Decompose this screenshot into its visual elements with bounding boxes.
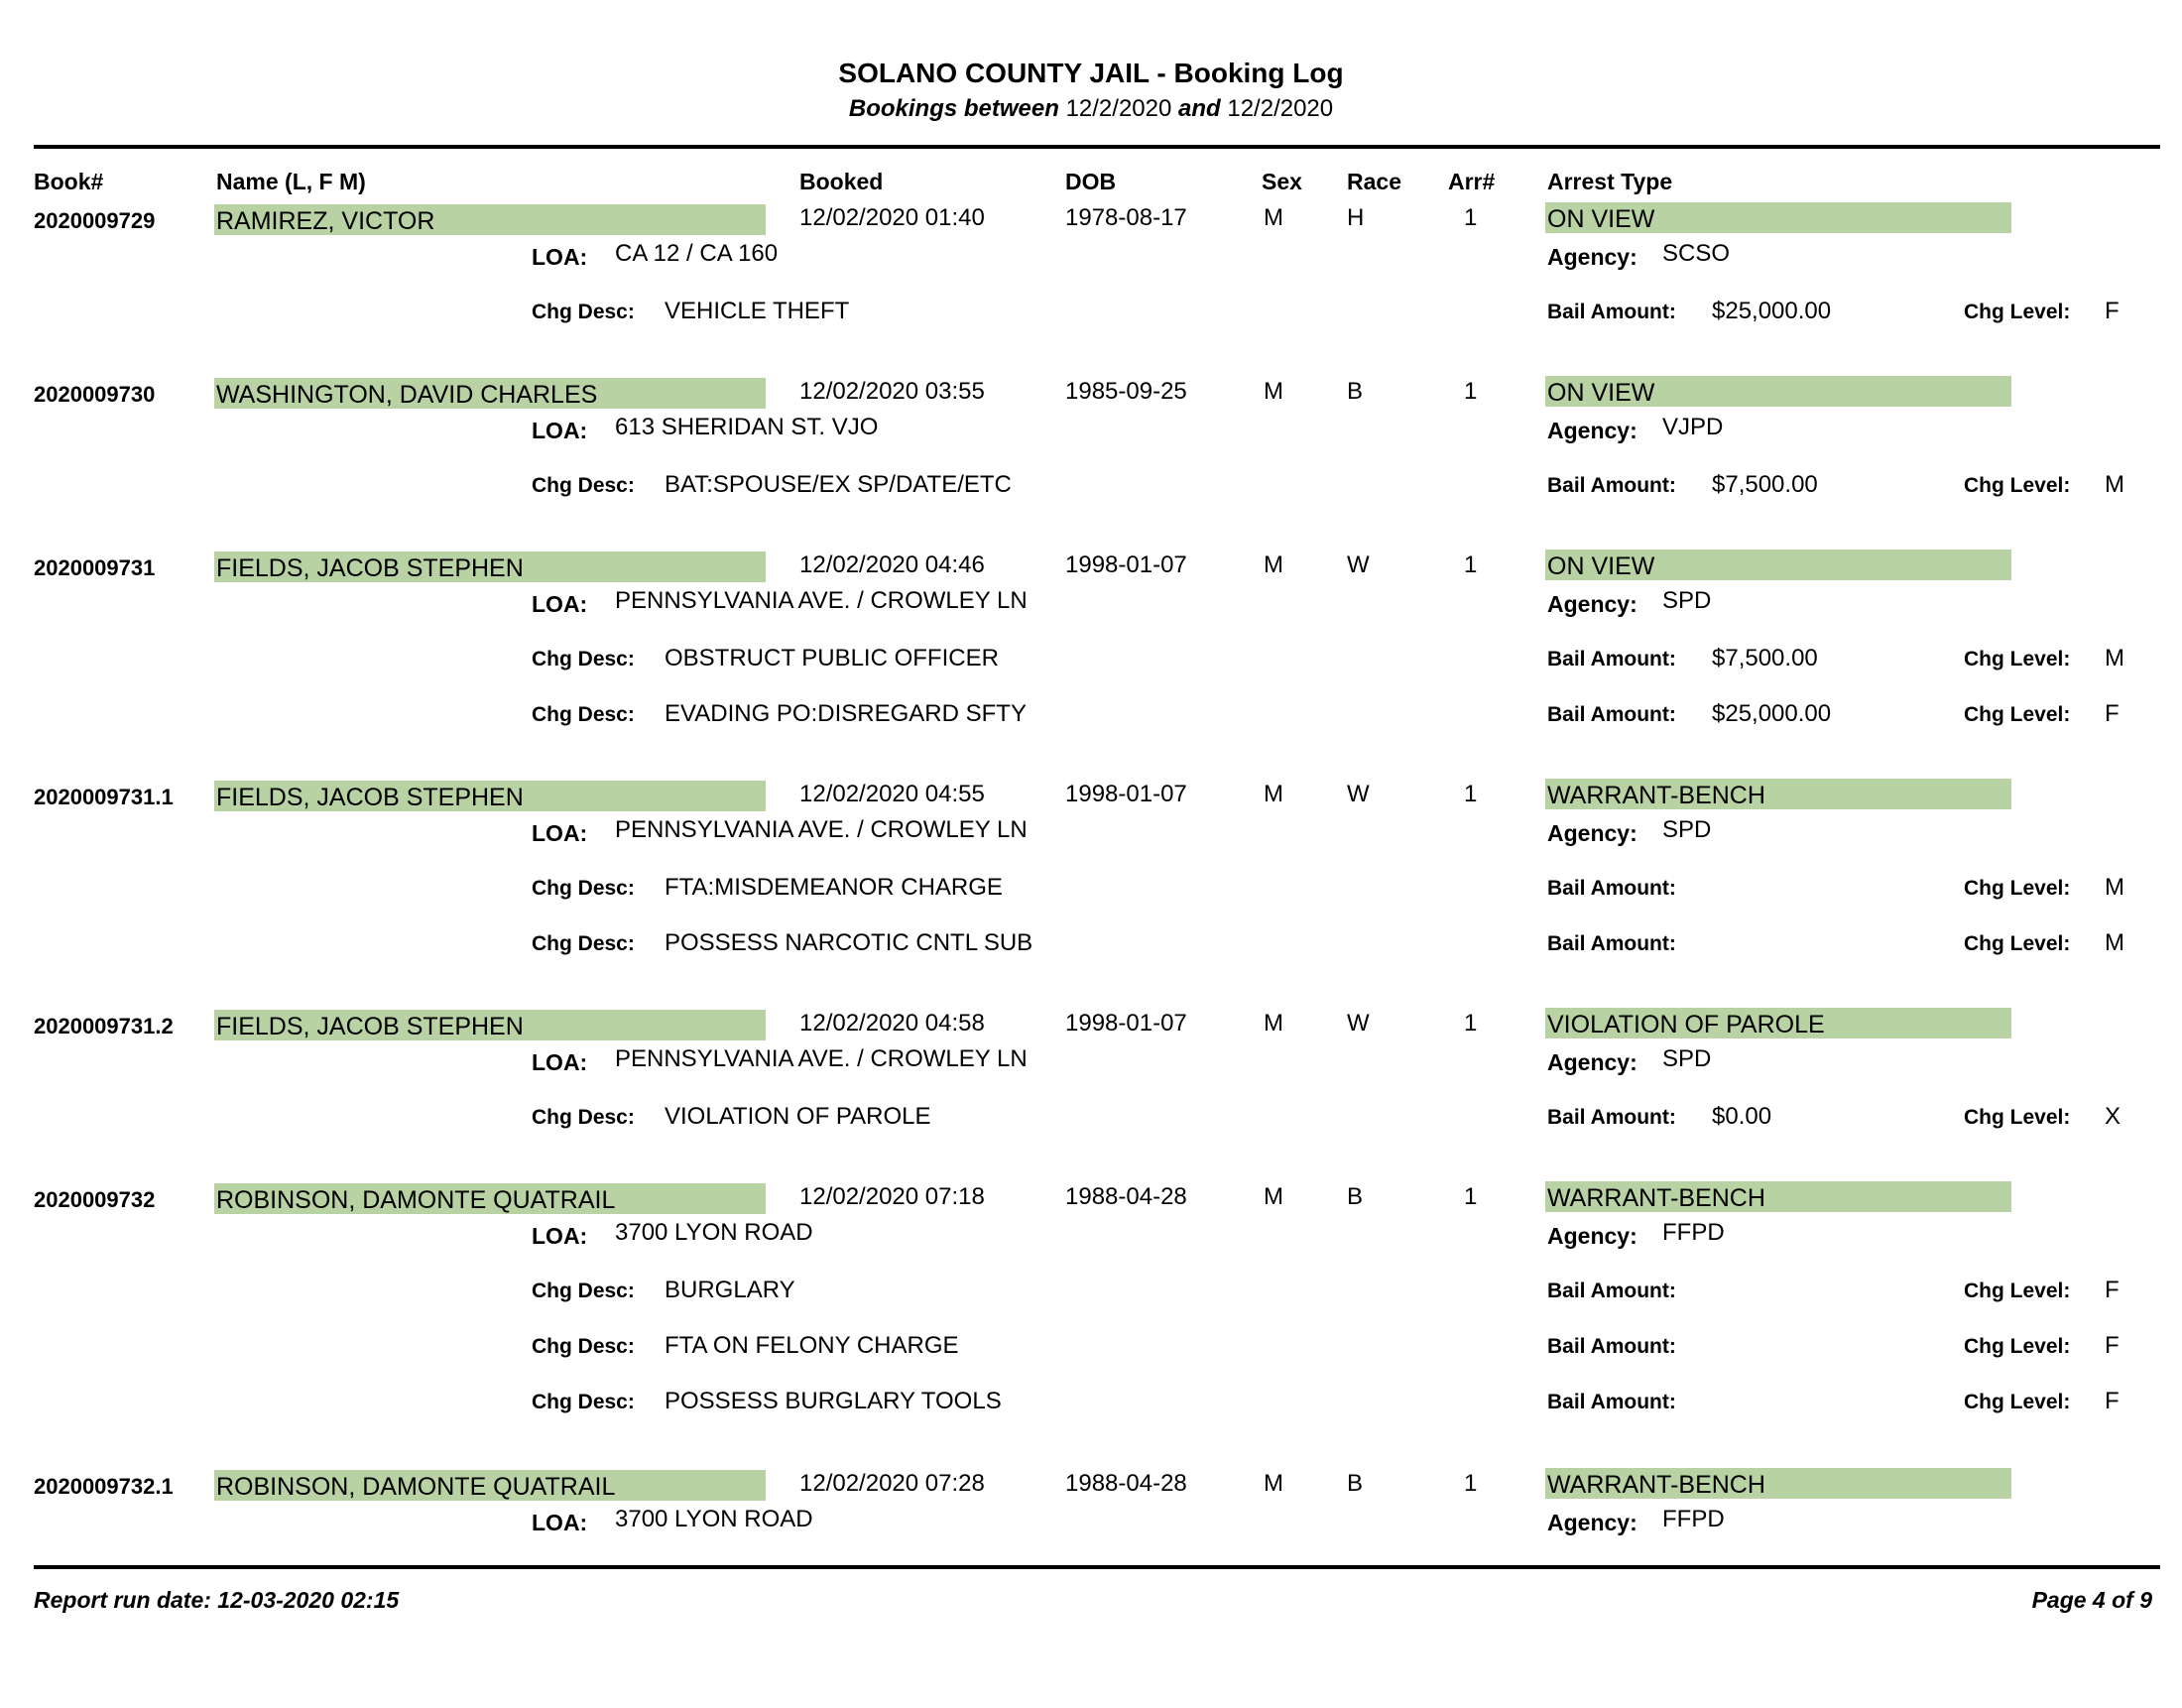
arrest-type: ON VIEW xyxy=(1545,376,2011,407)
chg-desc-label: Chg Desc: xyxy=(532,1335,635,1358)
bail-amount-value: $25,000.00 xyxy=(1712,298,1832,324)
loa-value: PENNSYLVANIA AVE. / CROWLEY LN xyxy=(615,1045,1028,1072)
loa-label: LOA: xyxy=(532,1223,588,1249)
col-header-book: Book# xyxy=(34,169,104,194)
book-number: 2020009729 xyxy=(34,208,156,233)
chg-level-value: F xyxy=(2105,1388,2120,1414)
booked-datetime: 12/02/2020 04:46 xyxy=(799,551,985,578)
bail-amount-label: Bail Amount: xyxy=(1547,703,1676,726)
bail-amount-value: $0.00 xyxy=(1712,1103,1772,1130)
bail-amount-label: Bail Amount: xyxy=(1547,1280,1676,1302)
inmate-name: FIELDS, JACOB STEPHEN xyxy=(214,551,766,582)
race: B xyxy=(1347,1183,1364,1210)
arrest-number: 1 xyxy=(1464,1183,1478,1210)
chg-level-value: M xyxy=(2105,874,2124,901)
book-number: 2020009732.1 xyxy=(34,1474,174,1499)
chg-desc-value: EVADING PO:DISREGARD SFTY xyxy=(665,700,1027,727)
arrest-type: WARRANT-BENCH xyxy=(1545,779,2011,809)
sex: M xyxy=(1264,781,1283,807)
bail-amount-value: $25,000.00 xyxy=(1712,700,1832,727)
book-number: 2020009731.2 xyxy=(34,1014,174,1038)
booked-datetime: 12/02/2020 04:55 xyxy=(799,781,985,807)
chg-desc-label: Chg Desc: xyxy=(532,877,635,900)
loa-label: LOA: xyxy=(532,1510,588,1535)
booked-datetime: 12/02/2020 07:28 xyxy=(799,1470,985,1497)
chg-level-value: X xyxy=(2105,1103,2121,1130)
book-number: 2020009731 xyxy=(34,555,156,580)
inmate-name: FIELDS, JACOB STEPHEN xyxy=(214,781,766,811)
chg-desc-label: Chg Desc: xyxy=(532,1280,635,1302)
bail-amount-label: Bail Amount: xyxy=(1547,1106,1676,1129)
chg-level-label: Chg Level: xyxy=(1964,932,2071,955)
loa-value: 613 SHERIDAN ST. VJO xyxy=(615,414,879,440)
booking-record xyxy=(0,1183,2182,1421)
arrest-type: ON VIEW xyxy=(1545,549,2011,580)
race: W xyxy=(1347,1010,1370,1037)
bail-amount-label: Bail Amount: xyxy=(1547,301,1676,323)
chg-desc-label: Chg Desc: xyxy=(532,1391,635,1413)
loa-value: CA 12 / CA 160 xyxy=(615,240,779,267)
chg-level-label: Chg Level: xyxy=(1964,877,2071,900)
loa-label: LOA: xyxy=(532,244,588,270)
chg-level-label: Chg Level: xyxy=(1964,474,2071,497)
agency-label: Agency: xyxy=(1547,418,1637,443)
chg-desc-label: Chg Desc: xyxy=(532,1106,635,1129)
bail-amount-value: $7,500.00 xyxy=(1712,471,1818,498)
loa-value: 3700 LYON ROAD xyxy=(615,1219,813,1246)
dob: 1988-04-28 xyxy=(1065,1470,1187,1497)
agency-value: SPD xyxy=(1662,587,1712,614)
bail-amount-label: Bail Amount: xyxy=(1547,1335,1676,1358)
dob: 1985-09-25 xyxy=(1065,378,1187,405)
chg-desc-value: FTA ON FELONY CHARGE xyxy=(665,1332,959,1359)
race: B xyxy=(1347,1470,1364,1497)
chg-level-value: F xyxy=(2105,1332,2120,1359)
col-header-name: Name (L, F M) xyxy=(216,169,366,194)
book-number: 2020009732 xyxy=(34,1187,156,1212)
chg-desc-value: BURGLARY xyxy=(665,1277,795,1303)
arrest-type: WARRANT-BENCH xyxy=(1545,1468,2011,1499)
race: B xyxy=(1347,378,1364,405)
chg-level-value: F xyxy=(2105,298,2120,324)
subtitle-and: and xyxy=(1178,95,1221,122)
agency-value: VJPD xyxy=(1662,414,1724,440)
page-number: Page 4 of 9 xyxy=(2031,1587,2152,1613)
chg-desc-value: OBSTRUCT PUBLIC OFFICER xyxy=(665,645,999,671)
chg-level-value: M xyxy=(2105,471,2124,498)
booked-datetime: 12/02/2020 03:55 xyxy=(799,378,985,405)
subtitle-prefix: Bookings between xyxy=(848,95,1059,122)
inmate-name: RAMIREZ, VICTOR xyxy=(214,204,766,235)
header-rule xyxy=(34,145,2160,149)
race: W xyxy=(1347,551,1370,578)
sex: M xyxy=(1264,551,1283,578)
dob: 1978-08-17 xyxy=(1065,204,1187,231)
bail-amount-label: Bail Amount: xyxy=(1547,1391,1676,1413)
loa-label: LOA: xyxy=(532,1049,588,1075)
chg-level-label: Chg Level: xyxy=(1964,703,2071,726)
sex: M xyxy=(1264,378,1283,405)
booked-datetime: 12/02/2020 07:18 xyxy=(799,1183,985,1210)
agency-value: FFPD xyxy=(1662,1506,1725,1532)
arrest-type: WARRANT-BENCH xyxy=(1545,1181,2011,1212)
race: W xyxy=(1347,781,1370,807)
race: H xyxy=(1347,204,1365,231)
chg-level-label: Chg Level: xyxy=(1964,1106,2071,1129)
arrest-type: VIOLATION OF PAROLE xyxy=(1545,1008,2011,1038)
arrest-number: 1 xyxy=(1464,204,1478,231)
col-header-arr: Arr# xyxy=(1448,169,1496,194)
col-header-sex: Sex xyxy=(1262,169,1302,194)
arrest-number: 1 xyxy=(1464,1470,1478,1497)
chg-desc-label: Chg Desc: xyxy=(532,474,635,497)
chg-desc-value: VIOLATION OF PAROLE xyxy=(665,1103,931,1130)
col-header-dob: DOB xyxy=(1065,169,1117,194)
inmate-name: FIELDS, JACOB STEPHEN xyxy=(214,1010,766,1040)
dob: 1988-04-28 xyxy=(1065,1183,1187,1210)
col-header-race: Race xyxy=(1347,169,1401,194)
booking-record xyxy=(0,781,2182,1019)
bail-amount-label: Bail Amount: xyxy=(1547,474,1676,497)
arrest-number: 1 xyxy=(1464,551,1478,578)
chg-desc-value: POSSESS BURGLARY TOOLS xyxy=(665,1388,1002,1414)
chg-desc-label: Chg Desc: xyxy=(532,648,635,671)
chg-level-value: F xyxy=(2105,1277,2120,1303)
loa-label: LOA: xyxy=(532,418,588,443)
book-number: 2020009731.1 xyxy=(34,785,174,809)
agency-label: Agency: xyxy=(1547,244,1637,270)
arrest-number: 1 xyxy=(1464,781,1478,807)
chg-level-label: Chg Level: xyxy=(1964,648,2071,671)
date-to: 12/2/2020 xyxy=(1227,95,1334,122)
book-number: 2020009730 xyxy=(34,382,156,407)
agency-value: FFPD xyxy=(1662,1219,1725,1246)
agency-label: Agency: xyxy=(1547,1510,1637,1535)
bail-amount-value: $7,500.00 xyxy=(1712,645,1818,671)
sex: M xyxy=(1264,1010,1283,1037)
agency-label: Agency: xyxy=(1547,1049,1637,1075)
agency-value: SCSO xyxy=(1662,240,1731,267)
col-header-booked: Booked xyxy=(799,169,884,194)
chg-desc-value: FTA:MISDEMEANOR CHARGE xyxy=(665,874,1003,901)
sex: M xyxy=(1264,1183,1283,1210)
loa-label: LOA: xyxy=(532,820,588,846)
booked-datetime: 12/02/2020 01:40 xyxy=(799,204,985,231)
loa-value: 3700 LYON ROAD xyxy=(615,1506,813,1532)
chg-level-value: M xyxy=(2105,645,2124,671)
chg-desc-value: POSSESS NARCOTIC CNTL SUB xyxy=(665,929,1033,956)
agency-label: Agency: xyxy=(1547,820,1637,846)
chg-desc-label: Chg Desc: xyxy=(532,301,635,323)
agency-value: SPD xyxy=(1662,816,1712,843)
loa-label: LOA: xyxy=(532,591,588,617)
chg-level-label: Chg Level: xyxy=(1964,1335,2071,1358)
chg-level-value: M xyxy=(2105,929,2124,956)
col-header-arrest-type: Arrest Type xyxy=(1547,169,1673,194)
booked-datetime: 12/02/2020 04:58 xyxy=(799,1010,985,1037)
arrest-type: ON VIEW xyxy=(1545,202,2011,233)
inmate-name: ROBINSON, DAMONTE QUATRAIL xyxy=(214,1470,766,1501)
date-from: 12/2/2020 xyxy=(1065,95,1172,122)
arrest-number: 1 xyxy=(1464,378,1478,405)
chg-level-label: Chg Level: xyxy=(1964,1280,2071,1302)
report-subtitle xyxy=(0,95,2182,123)
agency-label: Agency: xyxy=(1547,591,1637,617)
report-run-date: Report run date: 12-03-2020 02:15 xyxy=(34,1587,400,1613)
footer-rule xyxy=(34,1565,2160,1569)
chg-desc-value: VEHICLE THEFT xyxy=(665,298,850,324)
agency-value: SPD xyxy=(1662,1045,1712,1072)
dob: 1998-01-07 xyxy=(1065,1010,1187,1037)
arrest-number: 1 xyxy=(1464,1010,1478,1037)
sex: M xyxy=(1264,1470,1283,1497)
chg-desc-value: BAT:SPOUSE/EX SP/DATE/ETC xyxy=(665,471,1012,498)
chg-level-label: Chg Level: xyxy=(1964,301,2071,323)
bail-amount-label: Bail Amount: xyxy=(1547,648,1676,671)
dob: 1998-01-07 xyxy=(1065,551,1187,578)
dob: 1998-01-07 xyxy=(1065,781,1187,807)
agency-label: Agency: xyxy=(1547,1223,1637,1249)
inmate-name: WASHINGTON, DAVID CHARLES xyxy=(214,378,766,409)
chg-desc-label: Chg Desc: xyxy=(532,703,635,726)
chg-level-label: Chg Level: xyxy=(1964,1391,2071,1413)
inmate-name: ROBINSON, DAMONTE QUATRAIL xyxy=(214,1183,766,1214)
bail-amount-label: Bail Amount: xyxy=(1547,932,1676,955)
report-title: SOLANO COUNTY JAIL - Booking Log xyxy=(838,58,1344,88)
chg-desc-label: Chg Desc: xyxy=(532,932,635,955)
chg-level-value: F xyxy=(2105,700,2120,727)
booking-record xyxy=(0,551,2182,790)
loa-value: PENNSYLVANIA AVE. / CROWLEY LN xyxy=(615,816,1028,843)
sex: M xyxy=(1264,204,1283,231)
bail-amount-label: Bail Amount: xyxy=(1547,877,1676,900)
loa-value: PENNSYLVANIA AVE. / CROWLEY LN xyxy=(615,587,1028,614)
